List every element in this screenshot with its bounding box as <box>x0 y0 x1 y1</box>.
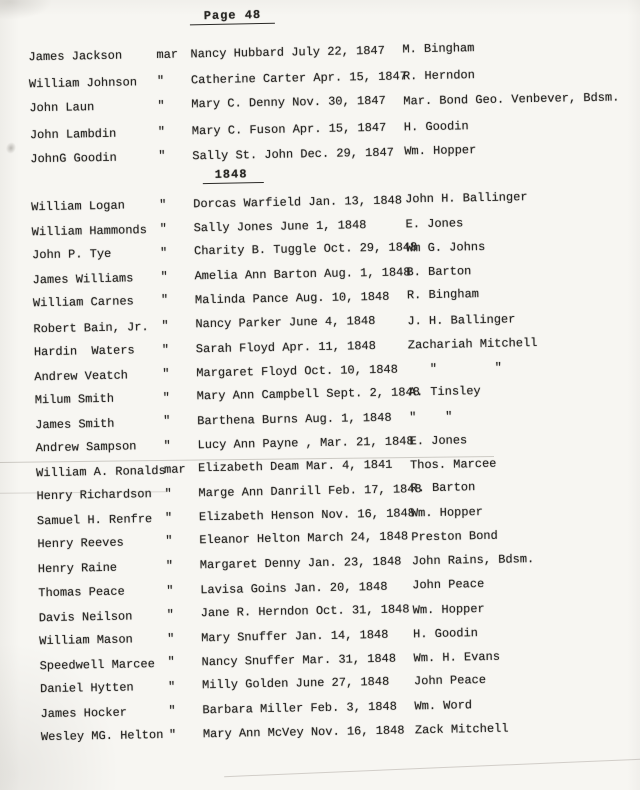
married-marker: " <box>163 438 171 453</box>
bondsman-name: H. Goodin <box>412 625 479 642</box>
bondsman-name: Wm. Hopper <box>412 601 485 617</box>
bride-and-date: Sally St. John Dec. 29, 1847 <box>192 145 395 164</box>
groom-name: William Johnson <box>28 75 138 92</box>
bondsman-name: " " <box>408 360 503 377</box>
married-marker: " <box>166 607 175 622</box>
groom-name: Davis Neilson <box>38 609 133 625</box>
bondsman-name: Preston Bond <box>411 529 498 545</box>
page-title: Page 48 <box>190 8 276 26</box>
bride-and-date: Mary Snuffer Jan. 14, 1848 <box>201 627 389 645</box>
groom-name: Andrew Sampson <box>35 439 137 456</box>
bride-and-date: Charity B. Tuggle Oct. 29, 1848 <box>193 240 418 259</box>
groom-name: Milum Smith <box>34 391 115 408</box>
married-marker: " <box>157 124 166 139</box>
groom-name: JohnG Goodin <box>30 150 117 167</box>
married-marker: " <box>161 342 170 357</box>
groom-name: William A. Ronalds <box>35 463 166 481</box>
bondsman-name: Wm. Hopper <box>410 505 484 521</box>
bride-and-date: Sarah Floyd Apr. 11, 1848 <box>195 338 376 356</box>
married-marker: " <box>160 270 168 285</box>
married-marker: " <box>165 534 173 549</box>
bondsman-name: H. Goodin <box>403 118 469 134</box>
bride-and-date: Nancy Hubbard July 22, 1847 <box>190 44 385 62</box>
bondsman-name: R. Bingham <box>406 287 480 303</box>
married-marker: " <box>167 631 175 646</box>
bride-and-date: Catherine Carter Apr. 15, 1847 <box>190 69 408 88</box>
bondsman-name: Zack Mitchell <box>414 721 509 738</box>
groom-name: James Jackson <box>28 48 123 65</box>
groom-name: John P. Tye <box>31 247 112 263</box>
bondsman-name: John Peace <box>412 576 485 592</box>
groom-name: William Mason <box>39 632 133 648</box>
groom-name: Wesley MG. Helton <box>40 728 164 745</box>
married-marker: " <box>168 703 176 718</box>
married-marker: " <box>167 679 176 694</box>
records-1847-list <box>0 28 636 167</box>
bride-and-date: Jane R. Herndon Oct. 31, 1848 <box>200 602 410 620</box>
groom-name: Samuel H. Renfre <box>36 512 153 529</box>
bride-and-date: Mary C. Fuson Apr. 15, 1847 <box>191 120 387 138</box>
groom-name: Henry Reeves <box>37 535 124 552</box>
groom-name: Thomas Peace <box>38 584 125 600</box>
records-1848-list <box>0 179 640 745</box>
bondsman-name: " " <box>409 409 453 425</box>
bride-and-date: Milly Golden June 27, 1848 <box>201 674 390 693</box>
bondsman-name: Zachariah Mitchell <box>407 335 538 352</box>
bride-and-date: Mary C. Denny Nov. 30, 1847 <box>191 93 386 112</box>
married-marker: " <box>159 246 168 261</box>
married-marker: " <box>163 413 171 428</box>
bride-and-date: Sally Jones June 1, 1848 <box>193 218 367 236</box>
bondsman-name: B. Barton <box>406 264 472 280</box>
bondsman-name: Wm. Hopper <box>404 143 477 159</box>
bondsman-name: John Rains, Bdsm. <box>411 552 535 569</box>
groom-name: Robert Bain, Jr. <box>33 319 149 336</box>
bride-and-date: Eleanor Helton March 24, 1848 <box>199 529 409 548</box>
married-marker: " <box>168 727 177 742</box>
bondsman-name: John Peace <box>413 672 487 689</box>
year-header: 1848 <box>203 167 264 184</box>
bondsman-name: J. H. Ballinger <box>407 311 516 328</box>
bride-and-date: Margaret Denny Jan. 23, 1848 <box>199 554 402 573</box>
groom-name: William Hammonds <box>31 223 148 240</box>
groom-name: John Laun <box>29 100 95 116</box>
married-marker: " <box>164 511 173 526</box>
groom-name: James Williams <box>32 271 134 288</box>
groom-name: James Hocker <box>40 705 128 722</box>
page-header-line <box>0 0 634 29</box>
bride-and-date: Margaret Floyd Oct. 10, 1848 <box>196 362 399 380</box>
groom-name: Henry Raine <box>37 561 118 577</box>
married-marker: " <box>164 486 172 502</box>
married-marker: " <box>166 583 174 598</box>
married-marker: " <box>162 366 170 381</box>
bondsman-name: Wm. H. Evans <box>413 649 501 666</box>
bride-and-date: Elizabeth Deam Mar. 4, 1841 <box>197 457 393 476</box>
bride-and-date: Barthena Burns Aug. 1, 1848 <box>197 410 392 429</box>
married-marker: " <box>161 318 169 333</box>
married-marker: " <box>156 73 165 88</box>
bondsman-name: Wm G. Johns <box>405 240 486 256</box>
bride-and-date: Malinda Pance Aug. 10, 1848 <box>194 290 390 308</box>
bride-and-date: Mary Ann Campbell Sept. 2, 1848 <box>196 384 421 404</box>
bondsman-name: E. Jones <box>409 433 468 449</box>
groom-name: Andrew Veatch <box>34 368 129 384</box>
married-marker: " <box>165 559 174 574</box>
groom-name: Hardin Waters <box>33 343 135 359</box>
bride-and-date: Amelia Ann Barton Aug. 1, 1848 <box>194 265 411 284</box>
bride-and-date: Lavisa Goins Jan. 20, 1848 <box>200 579 388 597</box>
married-marker: mar <box>163 462 186 477</box>
bondsman-name: E. Jones <box>405 216 464 232</box>
married-marker: " <box>159 197 167 212</box>
bondsman-name: M. Bingham <box>402 41 475 57</box>
bondsman-name: Mar. Bond Geo. Venbever, Bdsm. <box>403 90 620 109</box>
married-marker: " <box>160 293 169 308</box>
bondsman-name: John H. Ballinger <box>405 190 528 207</box>
groom-name: William Logan <box>31 198 125 215</box>
groom-name: Daniel Hytten <box>39 680 134 697</box>
bondsman-name: Thos. Marcee <box>409 456 497 473</box>
married-marker: " <box>159 221 167 237</box>
bride-and-date: Nancy Snuffer Mar. 31, 1848 <box>201 651 397 670</box>
bondsman-name: R. Herndon <box>402 67 476 84</box>
bondsman-name: A. Tinsley <box>408 383 481 400</box>
bride-and-date: Elizabeth Henson Nov. 16, 1848 <box>198 506 416 525</box>
bondsman-name: R. Barton <box>410 480 476 496</box>
bride-and-date: Barbara Miller Feb. 3, 1848 <box>202 699 398 718</box>
married-marker: " <box>167 654 175 669</box>
bride-and-date: Lucy Ann Payne , Mar. 21, 1848 <box>197 434 414 453</box>
groom-name: William Carnes <box>32 294 134 311</box>
married-marker: " <box>158 148 166 163</box>
married-marker: " <box>157 98 165 114</box>
married-marker: " <box>162 390 171 405</box>
groom-name: James Smith <box>35 416 115 433</box>
bride-and-date: Mary Ann McVey Nov. 16, 1848 <box>202 723 405 742</box>
bride-and-date: Dorcas Warfield Jan. 13, 1848 <box>193 193 403 212</box>
bride-and-date: Marge Ann Danrill Feb. 17, 1848 <box>198 482 422 501</box>
married-marker: mar <box>156 47 179 63</box>
bride-and-date: Nancy Parker June 4, 1848 <box>195 313 376 331</box>
groom-name: Henry Richardson <box>36 487 152 504</box>
groom-name: John Lambdin <box>29 126 117 142</box>
bondsman-name: Wm. Word <box>414 698 473 714</box>
groom-name: Speedwell Marcee <box>39 656 155 674</box>
